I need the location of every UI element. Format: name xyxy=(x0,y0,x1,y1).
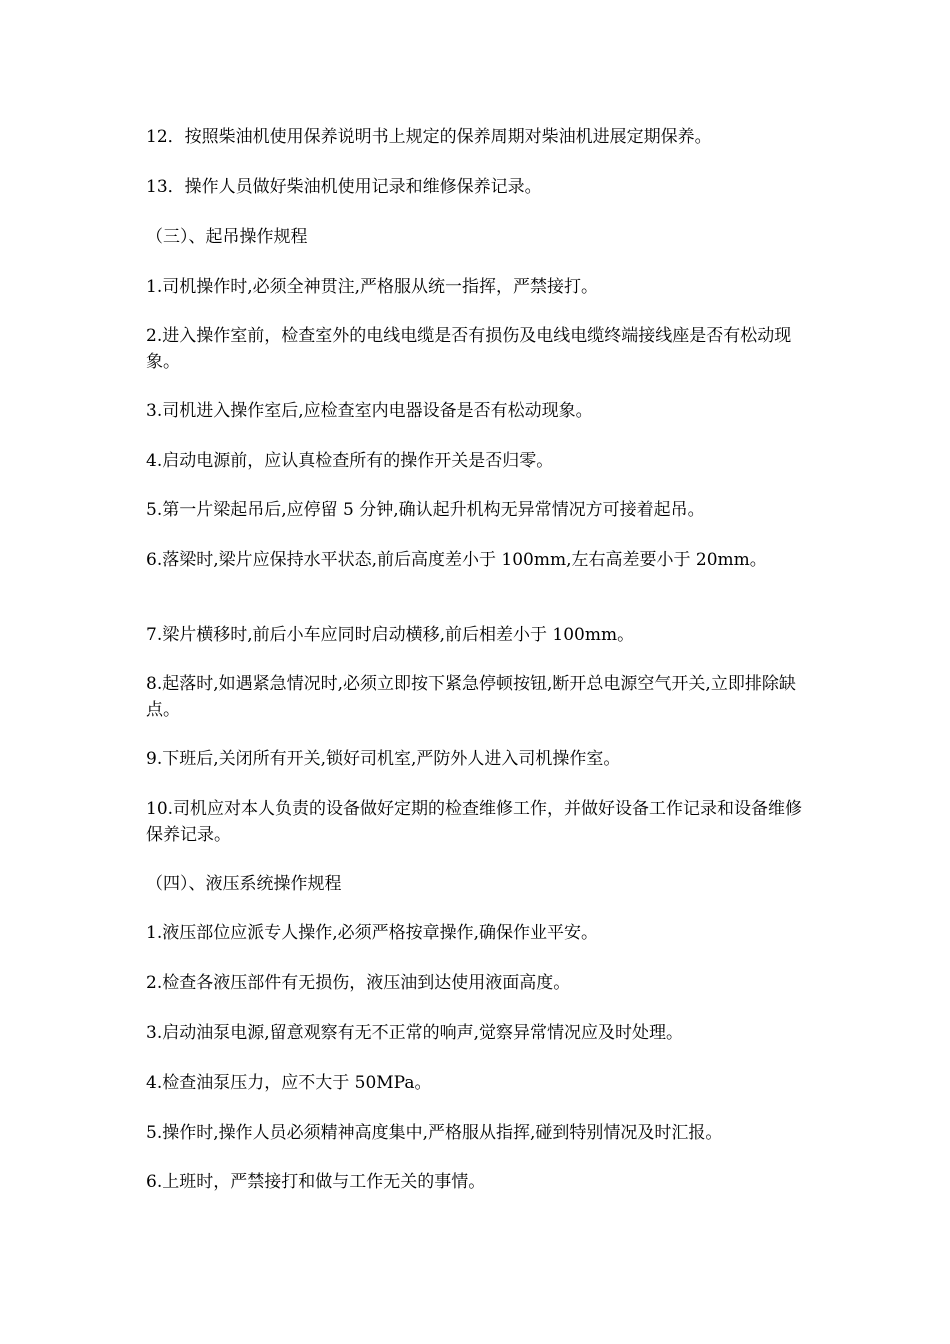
hydraulic-item-2: 2.检查各液压部件有无损伤，液压油到达使用液面高度。 xyxy=(146,973,571,993)
hydraulic-item-1: 1.液压部位应派专人操作,必须严格按章操作,确保作业平安。 xyxy=(146,923,599,943)
lifting-item-3: 3.司机进入操作室后,应检查室内电器设备是否有松动现象。 xyxy=(146,401,593,421)
hydraulic-item-4: 4.检查油泵压力，应不大于 50MPa。 xyxy=(146,1073,432,1093)
paragraph-12-maintenance-cycle: 12．按照柴油机使用保养说明书上规定的保养周期对柴油机进展定期保养。 xyxy=(146,127,712,147)
lifting-item-5: 5.第一片梁起吊后,应停留 5 分钟,确认起升机构无异常情况方可接着起吊。 xyxy=(146,500,705,520)
lifting-item-8: 8.起落时,如遇紧急情况时,必须立即按下紧急停顿按钮,断开总电源空气开关,立即排除缺点。 xyxy=(146,674,796,720)
hydraulic-item-5: 5.操作时,操作人员必须精神高度集中,严格服从指挥,碰到特别情况及时汇报。 xyxy=(146,1123,723,1143)
hydraulic-item-3: 3.启动油泵电源,留意观察有无不正常的响声,觉察异常情况应及时处理。 xyxy=(146,1023,684,1043)
hydraulic-item-6: 6.上班时，严禁接打和做与工作无关的事情。 xyxy=(146,1172,486,1192)
lifting-item-7: 7.梁片横移时,前后小车应同时启动横移,前后相差小于 100mm。 xyxy=(146,625,635,645)
section-heading-lifting: （三）、起吊操作规程 xyxy=(146,227,308,247)
lifting-item-9: 9.下班后,关闭所有开关,锁好司机室,严防外人进入司机操作室。 xyxy=(146,749,621,769)
lifting-item-10: 10.司机应对本人负责的设备做好定期的检查维修工作，并做好设备工作记录和设备维修保养记录。 xyxy=(146,799,803,845)
paragraph-13-usage-records: 13．操作人员做好柴油机使用记录和维修保养记录。 xyxy=(146,177,542,197)
lifting-item-1: 1.司机操作时,必须全神贯注,严格服从统一指挥，严禁接打。 xyxy=(146,277,599,297)
lifting-item-6: 6.落梁时,梁片应保持水平状态,前后高度差小于 100mm,左右高差要小于 20mm。 xyxy=(146,550,767,570)
lifting-item-4: 4.启动电源前，应认真检查所有的操作开关是否归零。 xyxy=(146,451,554,471)
section-heading-hydraulic: （四）、液压系统操作规程 xyxy=(146,874,342,894)
lifting-item-2: 2.进入操作室前，检查室外的电线电缆是否有损伤及电线电缆终端接线座是否有松动现象。 xyxy=(146,326,792,372)
